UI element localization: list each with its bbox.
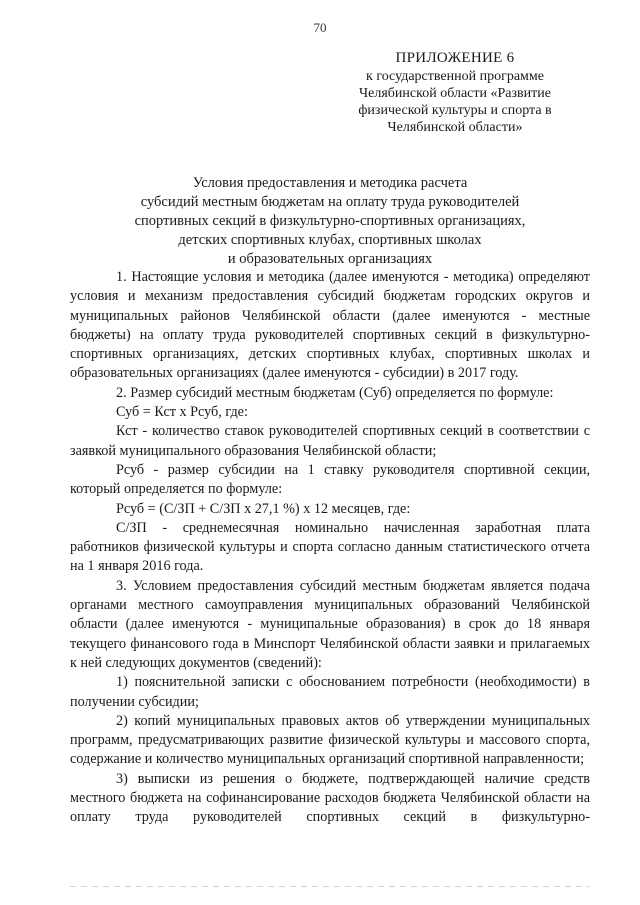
- appendix-line: физической культуры и спорта в: [358, 103, 552, 118]
- formula: Суб = Кст х Рсуб, где:: [116, 404, 248, 421]
- paragraph: 3. Условием предоставления субсидий местным бюджетам является подача органами местного самоуправления муниципальных образований Челябинской области (далее именуются - муниципальные образования) в срок до 18 января текущего финансового года в Минспорт Челябинской области заявки и прилагаемых к ней следующих документов (сведений):: [70, 577, 590, 671]
- paragraph: 2. Размер субсидий местным бюджетам (Суб) определяется по формуле:: [116, 384, 554, 401]
- paragraph: С/ЗП - среднемесячная номинально начисленная заработная плата работников физической культуры и спорта согласно данным статистического отчета на 1 января 2016 года.: [70, 519, 590, 575]
- title-line: субсидий местным бюджетам на оплату труда руководителей: [140, 194, 520, 210]
- document-title: [70, 174, 590, 269]
- paragraph: Рсуб - размер субсидии на 1 ставку руководителя спортивной секции, который определяется по формуле:: [70, 461, 590, 498]
- title-line: спортивных секций в физкультурно-спортивных организациях,: [134, 213, 526, 229]
- formula: Рсуб = (С/ЗП + С/ЗП х 27,1 %) х 12 месяцев, где:: [116, 500, 411, 517]
- title-line: Условия предоставления и методика расчета: [192, 175, 468, 191]
- page-number: 70: [313, 20, 327, 35]
- appendix-title: ПРИЛОЖЕНИЕ 6: [395, 50, 515, 66]
- appendix-line: Челябинской области»: [387, 120, 523, 135]
- appendix-line: к государственной программе: [366, 69, 544, 84]
- list-item: 1) пояснительной записки с обоснованием потребности (необходимости) в получении субсидии;: [70, 674, 590, 710]
- title-line: и образовательных организациях: [227, 251, 433, 267]
- scan-edge-line: [70, 886, 590, 887]
- appendix-header: [330, 50, 580, 136]
- appendix-line: Челябинской области «Развитие: [359, 86, 551, 101]
- paragraph: 1. Настоящие условия и методика (далее именуются - методика) определяют условия и механизм предоставления субсидий бюджетам городских округов и муниципальных районов Челябинской области (далее именуются - местные бюджеты) на оплату труда руководителей спортивных секций в физкультурно-спортивных организациях, детских спортивных клубах, спортивных школах и образовательных организациях (далее именуются - субсидии) в 2017 году.: [70, 269, 590, 382]
- title-line: детских спортивных клубах, спортивных школах: [178, 232, 482, 248]
- list-item: 3) выписки из решения о бюджете, подтверждающей наличие средств местного бюджета на софинансирование расходов бюджета Челябинской области на оплату труда руководителей спортивных секций в физкультурно-: [70, 770, 590, 826]
- document-body: [70, 268, 590, 828]
- list-item: 2) копий муниципальных правовых актов об утверждении муниципальных программ, предусматривающих развитие физической культуры и массового спорта, содержание и количество муниципальных организаций спортивной направленности;: [70, 712, 590, 768]
- paragraph: Кст - количество ставок руководителей спортивных секций в соответствии с заявкой муниципального образования Челябинской области;: [70, 423, 590, 459]
